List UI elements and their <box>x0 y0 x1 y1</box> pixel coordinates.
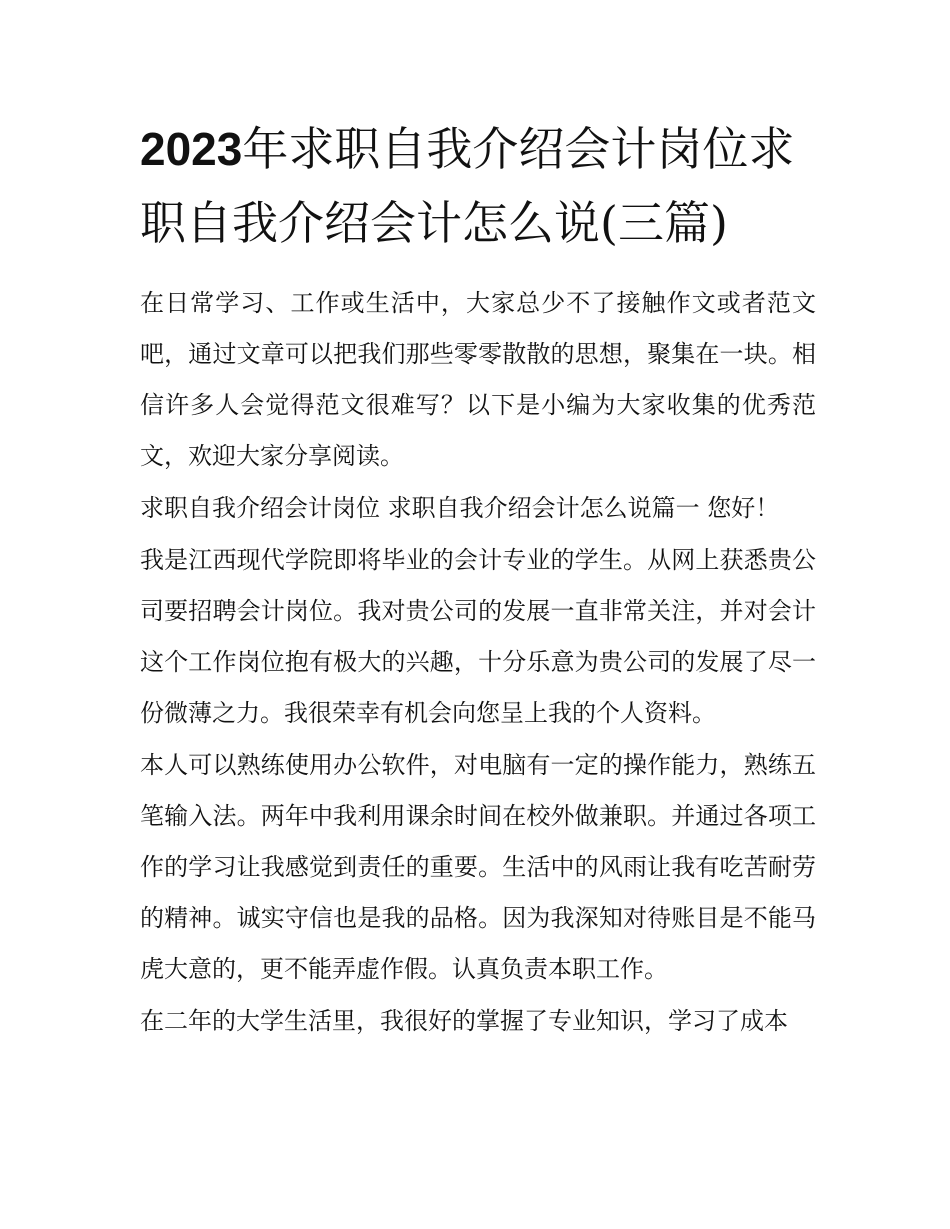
paragraph-heading-greeting: 求职自我介绍会计岗位 求职自我介绍会计怎么说篇一 您好！ <box>140 494 780 522</box>
document-body <box>140 112 816 1047</box>
document-title <box>140 112 816 260</box>
paragraph-background: 我是江西现代学院即将毕业的会计专业的学生。从网上获悉贵公司要招聘会计岗位。我对贵公司的发展一直非常关注，并对会计这个工作岗位抱有极大的兴趣，十分乐意为贵公司的发展了尽一份微薄之力。我很荣幸有机会向您呈上我的个人资料。 <box>140 546 816 727</box>
title-year: 2023 <box>140 123 243 175</box>
paragraph-study: 在二年的大学生活里，我很好的掌握了专业知识，学习了成本 <box>140 1007 788 1035</box>
paragraph-skills: 本人可以熟练使用办公软件，对电脑有一定的操作能力，熟练五笔输入法。两年中我利用课余时间在校外做兼职。并通过各项工作的学习让我感觉到责任的重要。生活中的风雨让我有吃苦耐劳的精神。诚实守信也是我的品格。因为我深知对待账目是不能马虎大意的，更不能弄虚作假。认真负责本职工作。 <box>140 751 816 983</box>
paragraph-intro: 在日常学习、工作或生活中，大家总少不了接触作文或者范文吧，通过文章可以把我们那些零零散散的思想，聚集在一块。相信许多人会觉得范文很难写？以下是小编为大家收集的优秀范文，欢迎大家分享阅读。 <box>140 289 816 470</box>
title-text: 年求职自我介绍会计岗位求职自我介绍会计怎么说(三篇) <box>140 122 795 250</box>
